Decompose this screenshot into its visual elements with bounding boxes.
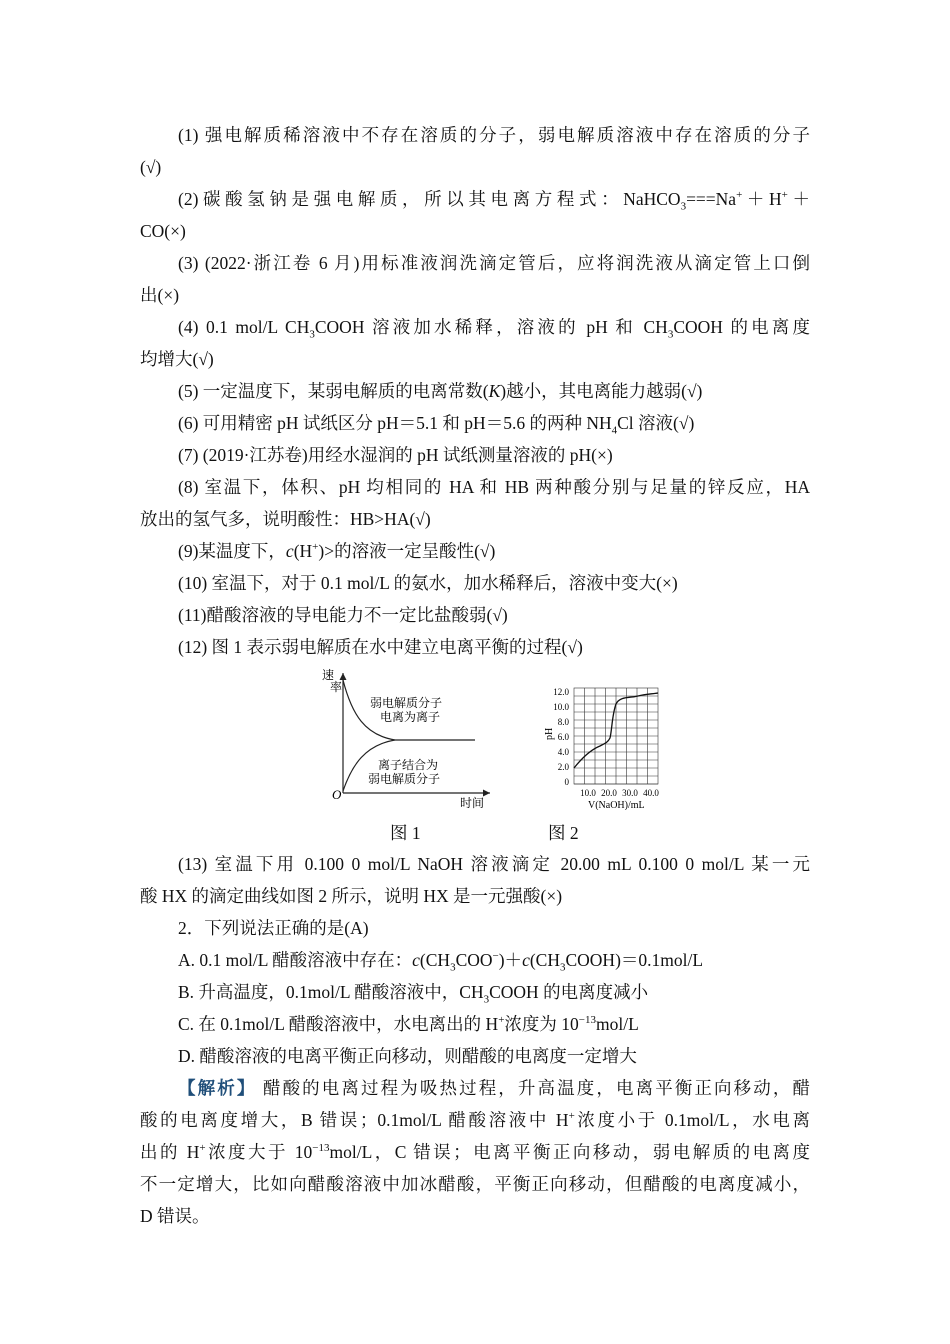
analysis-tag: 【解析】 [178, 1078, 257, 1098]
fig1-ylabel-2: 率 [330, 680, 343, 694]
fig1-upper-label-2: 电离为离子 [380, 710, 441, 724]
analysis-line-5: D 错误。 [140, 1206, 210, 1226]
fig1-upper-label-1: 弱电解质分子 [370, 696, 443, 710]
question-2-stem: 2．下列说法正确的是(A) [178, 918, 369, 938]
fig2-xtick: 30.0 [622, 788, 638, 798]
figure-1-caption: 图 1 [390, 823, 421, 843]
fig1-xlabel: 时间 [460, 796, 485, 810]
item-13-line-1: (13) 室温下用 0.100 0 mol/L NaOH 溶液滴定 20.00 mL 0.100 0 mol/L 某一元 [178, 854, 810, 874]
fig2-ytick: 10.0 [553, 702, 569, 712]
fig2-xlabel: V(NaOH)/mL [588, 800, 645, 810]
option-d: D. 醋酸溶液的电离平衡正向移动，则醋酸的电离度一定增大 [178, 1046, 637, 1066]
fig2-ytick: 0 [564, 777, 569, 787]
fig2-xtick: 40.0 [643, 788, 659, 798]
fig2-ylabel: pH [544, 727, 555, 740]
figure-1-rate-time-graph [320, 665, 500, 810]
option-b: B. 升高温度，0.1mol/L 醋酸溶液中，$CH_3COOH$ 的电离度减小 [178, 982, 649, 1006]
fig2-xtick: 20.0 [601, 788, 617, 798]
item-8-line-1: (8) 室温下，体积、pH 均相同的 HA 和 HB 两种酸分别与足量的锌反应，HA [178, 477, 810, 497]
fig2-ytick: 4.0 [557, 747, 569, 757]
analysis-line-4: 不一定增大，比如向醋酸溶液中加冰醋酸，平衡正向移动，但醋酸的电离度减小， [140, 1174, 810, 1194]
option-a: A. 0.1 mol/L 醋酸溶液中存在：$c(CH_3COO^-)+c(CH_3COOH)=0.1mol/L$ [178, 950, 704, 974]
fig2-ytick: 2.0 [557, 762, 569, 772]
figure-2-caption: 图 2 [548, 823, 579, 843]
item-8-line-2: 放出的氢气多，说明酸性：HB>HA(√) [140, 509, 431, 529]
item-1-line-2: (√) [140, 157, 162, 177]
fig2-ytick: 8.0 [557, 717, 569, 727]
item-2-line-1: (2)碳酸氢钠是强电解质，所以其电离方程式：NaHCO$_3$===Na+＋H+＋ [178, 189, 811, 213]
item-4-line-1: (4) 0.1 mol/L $CH_3COOH$ 溶液加水稀释，溶液的 pH 和 $CH_3COOH$ 的电离度 [178, 317, 810, 341]
item-2-line-2: CO(×) [140, 221, 186, 241]
fig1-lower-label-2: 弱电解质分子 [368, 772, 441, 786]
fig2-grid [574, 688, 658, 784]
analysis-line-1: 【解析】 醋酸的电离过程为吸热过程，升高温度，电离平衡正向移动，醋 [178, 1078, 811, 1098]
item-6: (6) 可用精密 pH 试纸区分 pH＝5.1 和 pH＝5.6 的两种 $NH_4Cl$ 溶液(√) [178, 413, 695, 437]
option-c: C. 在 0.1mol/L 醋酸溶液中，水电离出的 H+浓度为 $10^{-13}mol/L$ [178, 1014, 639, 1034]
analysis-line-3: 出的 H+浓度大于 $10^{-13}mol/L$，C 错误；电离平衡正向移动，弱电解质的电离度 [140, 1142, 811, 1162]
fig2-xtick: 10.0 [580, 788, 596, 798]
item-13-line-2: 酸 HX 的滴定曲线如图 2 所示，说明 HX 是一元强酸(×) [140, 886, 563, 906]
item-4-line-2: 均增大(√) [140, 349, 214, 369]
figure-2-titration-curve [538, 680, 668, 810]
fig2-ytick: 12.0 [553, 687, 569, 697]
fig2-ytick: 6.0 [557, 732, 569, 742]
item-3-line-1: (3) (2022·浙江卷 6 月)用标准液润洗滴定管后，应将润洗液从滴定管上口倒 [178, 253, 810, 273]
item-5: (5) 一定温度下，某弱电解质的电离常数(K)越小，其电离能力越弱(√) [178, 381, 703, 401]
item-12: (12) 图 1 表示弱电解质在水中建立电离平衡的过程(√) [178, 637, 583, 657]
item-9: (9)某温度下，c(H+)>的溶液一定呈酸性(√) [178, 541, 496, 561]
item-11: (11)醋酸溶液的导电能力不一定比盐酸弱(√) [178, 605, 508, 625]
fig1-origin-label: O [332, 787, 342, 802]
fig1-lower-label-1: 离子结合为 [378, 758, 439, 772]
item-3-line-2: 出(×) [140, 285, 180, 305]
analysis-line-2: 酸的电离度增大，B 错误；0.1mol/L 醋酸溶液中 H+浓度小于 0.1mol/L，水电离 [140, 1110, 811, 1130]
item-7: (7) (2019·江苏卷)用经水湿润的 pH 试纸测量溶液的 pH(×) [178, 445, 613, 465]
item-1-line-1: (1) 强电解质稀溶液中不存在溶质的分子，弱电解质溶液中存在溶质的分子 [178, 125, 810, 145]
fig1-ylabel-1: 速 [322, 668, 335, 682]
item-10: (10) 室温下，对于 0.1 mol/L 的氨水，加水稀释后，溶液中变大(×) [178, 573, 678, 593]
